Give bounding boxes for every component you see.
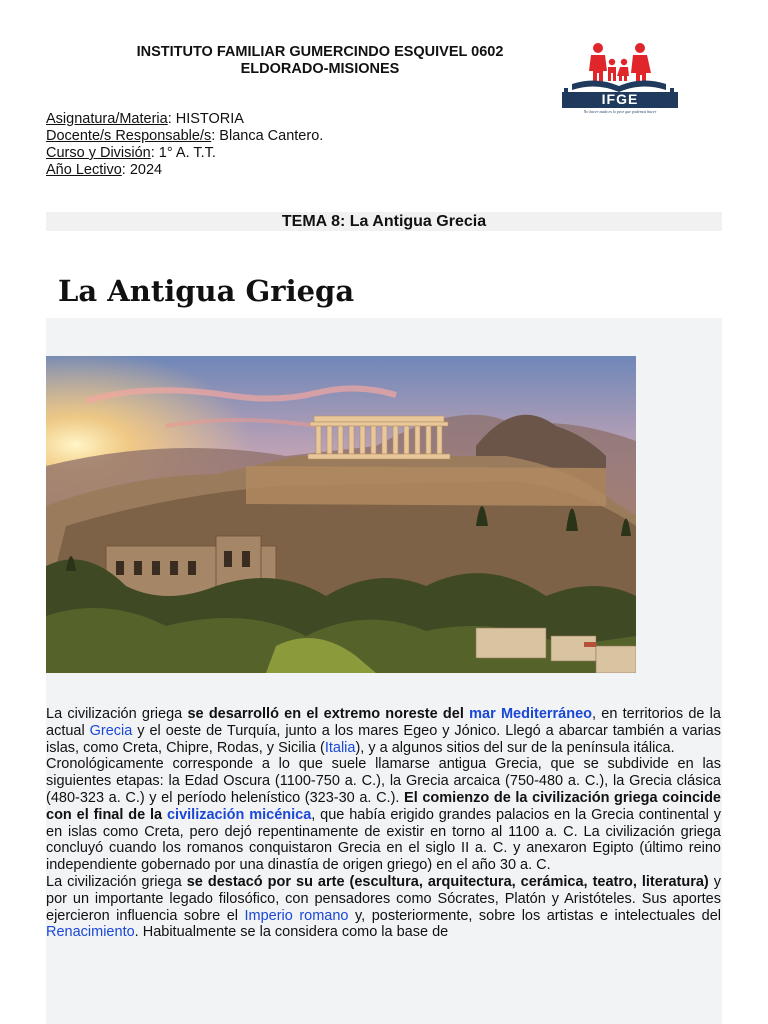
document-header bbox=[90, 44, 550, 78]
paragraph-2: Cronológicamente corresponde a lo que suele llamarse antigua Grecia, que se subdivide en las siguientes etapas: la Edad Oscura (1100-750 a. C.), la Grecia arcaica (750-480 a. C.), la Grecia clásica (480-323 a. C.) y el período helenístico (323-30 a. C.). El comienzo de la civilización griega coincide con el final de la civilización micénica, que había erigido grandes palacios en la Grecia continental y en islas como Creta, pero dejó repentinamente de existir en torno al 1100 a. C. La civilización griega concluyó cuando los romanos conquistaron Grecia en el siglo II a. C. y anexaron Egipto (último reino independiente gobernado por una dinastía de origen griego) en el año 30 a. C. bbox=[46, 756, 721, 874]
course-line: Curso y División: 1° A. T.T. bbox=[46, 145, 216, 161]
page-title: La Antigua Griega bbox=[58, 274, 355, 308]
topic-heading: TEMA 8: La Antigua Grecia bbox=[46, 212, 722, 231]
subject-line: Asignatura/Materia: HISTORIA bbox=[46, 111, 244, 127]
institute-name: INSTITUTO FAMILIAR GUMERCINDO ESQUIVEL 0602 bbox=[136, 44, 504, 60]
ifge-logo bbox=[558, 40, 682, 114]
link-imperio-romano[interactable]: Imperio romano bbox=[244, 907, 349, 924]
institute-location: ELDORADO-MISIONES bbox=[240, 61, 400, 77]
logo-motto: No hacer nada es lo peor que podemos hacer bbox=[583, 109, 657, 114]
article-body bbox=[46, 706, 721, 941]
teacher-line: Docente/s Responsable/s: Blanca Cantero. bbox=[46, 128, 324, 144]
link-civilizacion-micenica[interactable]: civilización micénica bbox=[166, 806, 312, 823]
year-line: Año Lectivo: 2024 bbox=[46, 162, 163, 178]
family-icon bbox=[589, 43, 651, 85]
logo-wordmark: IFGE bbox=[601, 91, 639, 107]
course-info bbox=[46, 111, 323, 179]
link-italia[interactable]: Italia bbox=[324, 739, 356, 756]
link-grecia[interactable]: Grecia bbox=[89, 722, 133, 739]
acropolis-photo bbox=[46, 356, 636, 673]
paragraph-3: La civilización griega se destacó por su arte (escultura, arquitectura, cerámica, teatro, literatura) y por un importante legado filosófico, con pensadores como Sócrates, Platón y Aristóteles. Sus aportes ejercieron influencia sobre el Imperio romano y, posteriormente, sobre los artistas e intelectuales del Renacimiento. Habitualmente se la considera como la base de bbox=[46, 873, 722, 941]
link-mar-mediterraneo[interactable]: mar Mediterráneo bbox=[469, 706, 593, 722]
link-renacimiento[interactable]: Renacimiento bbox=[46, 924, 135, 941]
paragraph-1: La civilización griega se desarrolló en el extremo noreste del mar Mediterráneo, en territorios de la actual Grecia y el oeste de Turquía, junto a los mares Egeo y Jónico. Llegó a abarcar también a varias islas, como Creta, Chipre, Rodas, y Sicilia (Italia), y a algunos sitios del sur de la península itálica. bbox=[46, 706, 721, 756]
